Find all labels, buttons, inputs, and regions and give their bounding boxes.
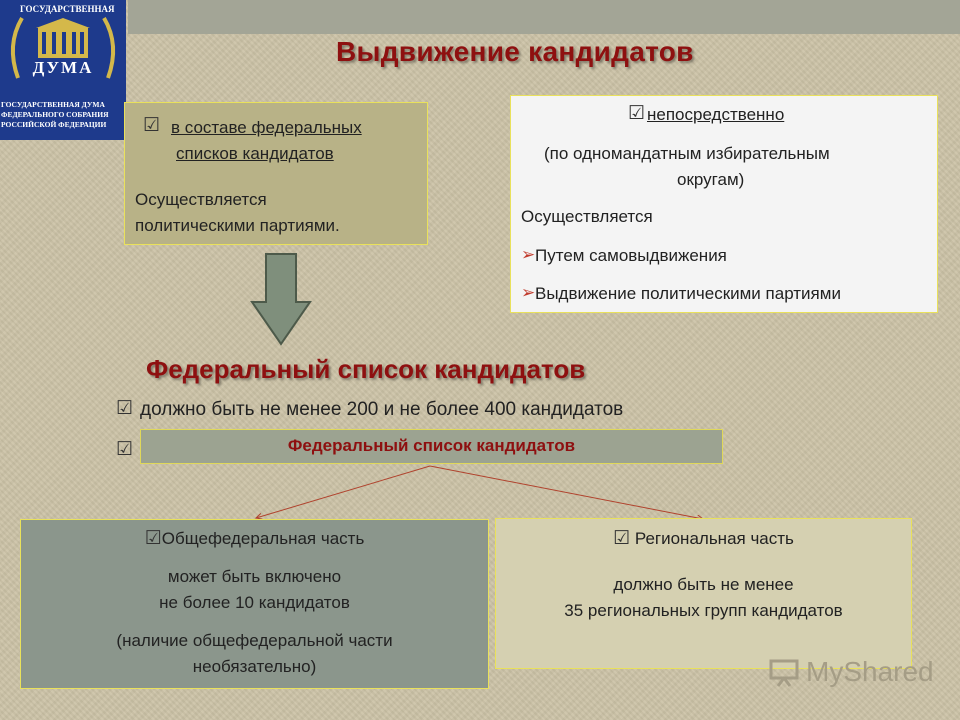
logo-caption-line: РОССИЙСКОЙ ФЕДЕРАЦИИ bbox=[1, 120, 107, 129]
federal-part-box bbox=[20, 519, 489, 689]
checkbox-icon: ☑ bbox=[116, 439, 134, 460]
arrow-bullet-icon: ➢ bbox=[521, 245, 536, 264]
federal-list-title: Федеральный список кандидатов bbox=[146, 354, 586, 384]
direct-sub-2: округам) bbox=[677, 170, 745, 189]
direct-body: Осуществляется bbox=[521, 207, 653, 226]
presentation-icon bbox=[768, 657, 802, 687]
connector-line-left bbox=[256, 466, 430, 518]
federal-part-line-2: не более 10 кандидатов bbox=[159, 593, 350, 612]
regional-part-line-2: 35 региональных групп кандидатов bbox=[564, 601, 843, 620]
checkbox-icon: ☑ bbox=[144, 528, 162, 549]
federal-list-band: Федеральный список кандидатов bbox=[140, 429, 723, 464]
logo-main-text: ДУМА bbox=[32, 58, 94, 77]
checkbox-icon: ☑ bbox=[116, 398, 134, 419]
federal-lists-heading-2: списков кандидатов bbox=[176, 144, 334, 163]
regional-part-line-1: должно быть не менее bbox=[613, 575, 794, 594]
logo-caption-line: ГОСУДАРСТВЕННАЯ ДУМА bbox=[1, 100, 105, 109]
federal-list-rule-1: должно быть не менее 200 и не более 400 кандидатов bbox=[140, 399, 624, 420]
federal-lists-heading-1: в составе федеральных bbox=[171, 118, 362, 137]
page-title: Выдвижение кандидатов bbox=[336, 36, 694, 67]
direct-bullet-2: Выдвижение политическими партиями bbox=[535, 284, 841, 303]
logo-top-text: ГОСУДАРСТВЕННАЯ bbox=[20, 4, 115, 14]
federal-lists-body-2: политическими партиями. bbox=[135, 216, 340, 235]
checkbox-icon: ☑ bbox=[613, 528, 631, 549]
watermark: MyShared bbox=[806, 656, 934, 687]
federal-part-note-2: необязательно) bbox=[192, 657, 317, 676]
logo-caption-line: ФЕДЕРАЛЬНОГО СОБРАНИЯ bbox=[1, 110, 109, 119]
regional-part-box bbox=[495, 518, 912, 669]
federal-part-heading: Общефедеральная часть bbox=[161, 529, 365, 548]
federal-part-note-1: (наличие общефедеральной части bbox=[116, 631, 393, 650]
direct-bullet-1: Путем самовыдвижения bbox=[535, 246, 727, 265]
connector-line-right bbox=[430, 466, 703, 519]
regional-part-heading-row bbox=[496, 527, 911, 551]
direct-sub-1: (по одномандатным избирательным bbox=[544, 144, 830, 163]
arrow-bullet-icon: ➢ bbox=[521, 283, 536, 302]
checkbox-icon: ☑ bbox=[628, 103, 646, 124]
federal-lists-body-1: Осуществляется bbox=[135, 190, 267, 209]
federal-part-heading-row bbox=[21, 527, 488, 551]
regional-part-heading: Региональная часть bbox=[634, 529, 794, 548]
checkbox-icon: ☑ bbox=[143, 115, 161, 136]
federal-part-line-1: может быть включено bbox=[167, 567, 342, 586]
direct-heading: непосредственно bbox=[647, 105, 785, 124]
